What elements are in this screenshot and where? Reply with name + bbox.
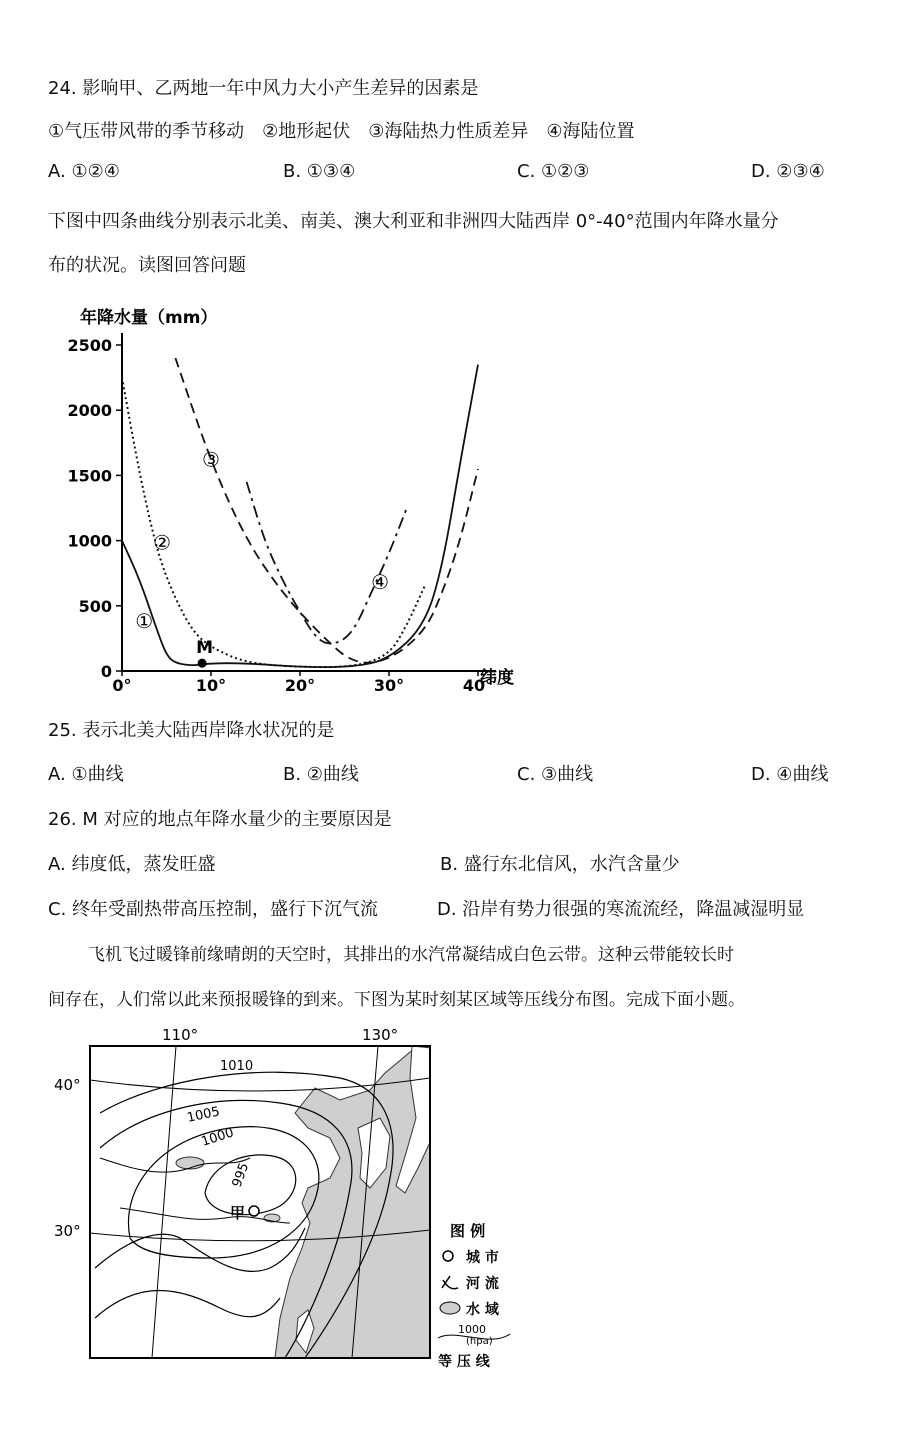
- q24-option-d: D. ②③④: [751, 161, 825, 182]
- y-tick-label: 2500: [67, 336, 112, 355]
- y-tick-label: 2000: [67, 401, 112, 421]
- lat-label-30: 30°: [54, 1222, 81, 1240]
- isobar-label-1005: 1005: [185, 1104, 222, 1126]
- q26-stem: 26. M 对应的地点年降水量少的主要原因是: [48, 809, 392, 830]
- intro1-line1: 下图中四条曲线分别表示北美、南美、澳大利亚和非洲四大陆西岸 0°-40°范围内年降水量分: [48, 211, 779, 232]
- y-tick-label: 1000: [67, 531, 112, 551]
- intro2-line1: 飞机飞过暖锋前缘晴朗的天空时，其排出的水汽常凝结成白色云带。这种云带能较长时: [88, 945, 734, 965]
- q24-option-a: A. ①②④: [48, 161, 120, 182]
- legend-river-label: 河 流: [466, 1276, 499, 1292]
- curve-label-3: ③: [202, 447, 220, 472]
- q26-option-b: B. 盛行东北信风，水汽含量少: [440, 854, 680, 875]
- lon-label-110: 110°: [162, 1026, 199, 1044]
- legend-city-icon: [443, 1251, 453, 1261]
- y-axis-label: 年降水量（mm）: [80, 308, 218, 328]
- y-tick-label: 0: [100, 662, 112, 681]
- x-axis-label: 纬度: [480, 668, 514, 688]
- lon-label-130: 130°: [362, 1026, 399, 1044]
- curve-label-1: ①: [135, 608, 154, 633]
- curve-label-4: ④: [371, 569, 390, 594]
- q24-items: ①气压带风带的季节移动 ②地形起伏 ③海陆热力性质差异 ④海陆位置: [48, 121, 635, 142]
- q25-stem: 25. 表示北美大陆西岸降水状况的是: [48, 720, 335, 741]
- y-tick-label: 500: [78, 596, 112, 616]
- q26-option-d: D. 沿岸有势力很强的寒流流经，降温减湿明显: [437, 899, 805, 920]
- legend-isobar-label: 等 压 线: [438, 1354, 490, 1370]
- legend-water-icon: [440, 1302, 460, 1314]
- isobar-label-1000: 1000: [199, 1125, 236, 1150]
- q24-option-c: C. ①②③: [517, 161, 590, 182]
- q25-option-c: C. ③曲线: [517, 764, 594, 785]
- legend-water-label: 水 域: [466, 1302, 499, 1318]
- x-tick-label: 10°: [195, 676, 227, 695]
- series-line-1: [122, 365, 478, 668]
- point-m-marker: [198, 659, 207, 668]
- map-legend: [438, 1222, 510, 1370]
- lat-label-40: 40°: [54, 1076, 81, 1094]
- q25-option-a: A. ①曲线: [48, 764, 124, 785]
- q25-option-d: D. ④曲线: [751, 764, 829, 785]
- city-label: 甲: [230, 1204, 246, 1222]
- x-tick-label: 30°: [373, 676, 405, 695]
- curve-label-2: ②: [153, 530, 172, 555]
- precipitation-chart: [40, 295, 560, 695]
- series-line-2: [122, 378, 425, 667]
- intro2-line2: 间存在，人们常以此来预报暖锋的到来。下图为某时刻某区域等压线分布图。完成下面小题。: [48, 990, 745, 1010]
- q25-option-b: B. ②曲线: [283, 764, 359, 785]
- point-m-label: M: [196, 638, 214, 659]
- x-tick-label: 40°: [462, 676, 494, 695]
- x-tick-label: 0°: [112, 676, 132, 695]
- q24-option-b: B. ①③④: [283, 161, 356, 182]
- q26-option-c: C. 终年受副热带高压控制，盛行下沉气流: [48, 899, 379, 920]
- isobar-map: [40, 1018, 540, 1378]
- legend-isobar-value: 1000: [458, 1323, 486, 1336]
- city-marker: [249, 1206, 259, 1216]
- isobar-label-1010: 1010: [220, 1059, 254, 1074]
- q24-stem: 24. 影响甲、乙两地一年中风力大小产生差异的因素是: [48, 78, 479, 99]
- series-line-3: [175, 358, 478, 663]
- intro1-line2: 布的状况。读图回答问题: [48, 255, 246, 276]
- q26-option-a: A. 纬度低，蒸发旺盛: [48, 854, 216, 875]
- y-tick-label: 1500: [67, 466, 112, 486]
- series-line-4: [247, 482, 407, 643]
- lake: [176, 1157, 204, 1169]
- legend-city-label: 城 市: [466, 1250, 499, 1266]
- x-tick-label: 20°: [284, 676, 316, 695]
- isobar-label-995: 995: [229, 1160, 253, 1190]
- legend-isobar-unit: (hpa): [466, 1336, 493, 1347]
- legend-river-icon: [442, 1276, 458, 1289]
- legend-title: 图 例: [450, 1222, 486, 1240]
